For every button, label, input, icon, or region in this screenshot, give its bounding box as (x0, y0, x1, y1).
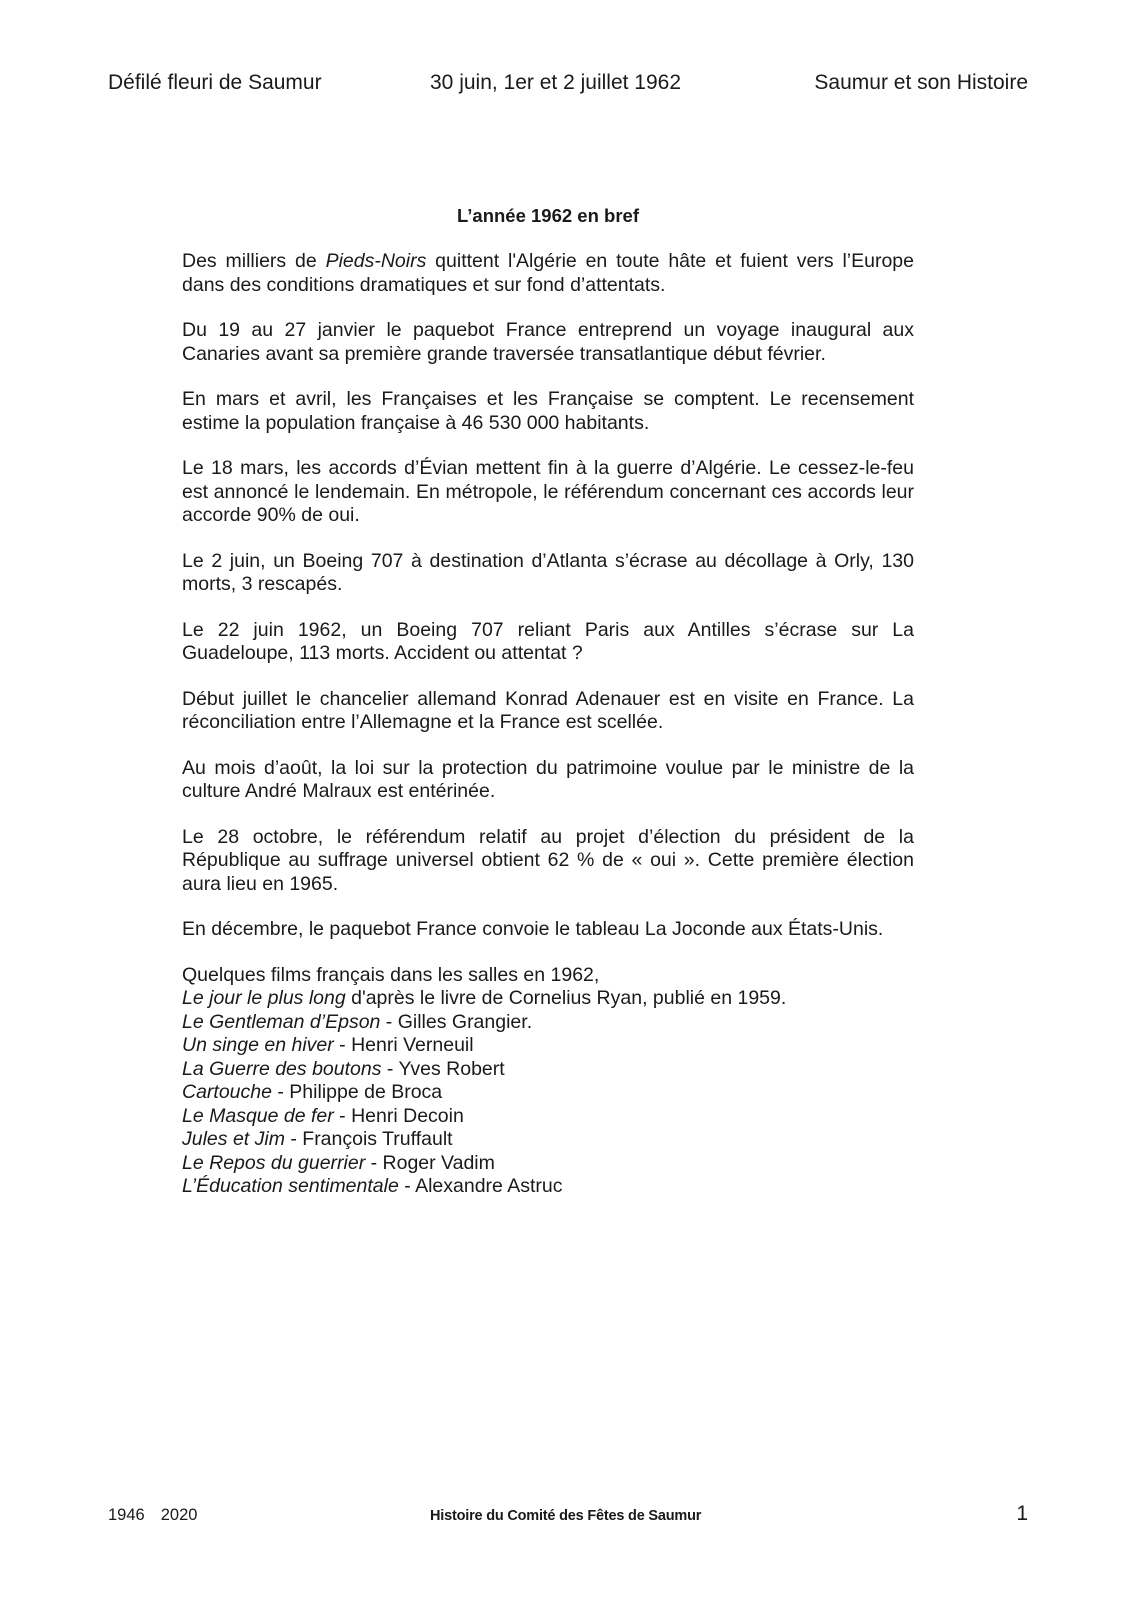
page-footer (108, 1502, 1028, 1532)
main-content (182, 204, 914, 1199)
paragraph: Début juillet le chancelier allemand Konrad Adenauer est en visite en France. La réconciliation entre l’Allemagne et la France est scellée. (182, 687, 914, 733)
film-title: Le jour le plus long (182, 987, 346, 1009)
header-publisher: Saumur et son Histoire (814, 71, 1028, 94)
paragraph: En décembre, le paquebot France convoie le tableau La Joconde aux États-Unis. (182, 918, 884, 940)
film-item (182, 1034, 914, 1058)
page-number: 1 (1016, 1502, 1028, 1525)
paragraph: Du 19 au 27 janvier le paquebot France entreprend un voyage inaugural aux Canaries avant sa première grande traversée transatlantique début février. (182, 319, 914, 365)
film-title: Le Repos du guerrier (182, 1151, 366, 1174)
film-item (182, 1058, 914, 1082)
paragraph: Le 28 octobre, le référendum relatif au projet d’élection du président de la République au suffrage universel obtient 62 % de « oui ». Cette première élection aura lieu en 1965. (182, 825, 914, 895)
film-details: - Roger Vadim (365, 1151, 495, 1174)
paragraph: Le 2 juin, un Boeing 707 à destination d’Atlanta s’écrase au décollage à Orly, 130 morts, 3 rescapés. (182, 549, 914, 595)
footer-year-start: 1946 (108, 1506, 145, 1524)
film-title: Le Gentleman d’Epson (182, 1010, 381, 1033)
header-event-title: Défilé fleuri de Saumur (108, 71, 322, 94)
film-details: - Henri Decoin (333, 1104, 464, 1127)
film-details: - Alexandre Astruc (398, 1175, 563, 1197)
footer-year-end: 2020 (160, 1506, 198, 1524)
film-title: Cartouche (182, 1081, 272, 1103)
film-title: Le Masque de fer (182, 1104, 334, 1127)
header-dates: 30 juin, 1er et 2 juillet 1962 (430, 71, 682, 94)
film-details: d'après le livre de Cornelius Ryan, publié en 1959. (345, 987, 787, 1009)
film-title: Un singe en hiver (182, 1034, 334, 1056)
film-item (182, 1128, 914, 1152)
film-title: La Guerre des boutons (182, 1057, 382, 1080)
paragraph: Le 22 juin 1962, un Boeing 707 reliant Paris aux Antilles s’écrase sur La Guadeloupe, 113 morts. Accident ou attentat ? (182, 618, 914, 664)
paragraph: En mars et avril, les Françaises et les Française se comptent. Le recensement estime la population française à 46 530 000 habitants. (182, 388, 914, 434)
film-details: - François Truffault (284, 1128, 453, 1150)
films-intro: Quelques films français dans les salles en 1962, (182, 963, 600, 986)
film-item (182, 1081, 914, 1105)
film-item (182, 1105, 914, 1129)
paragraph-text: Des milliers de (182, 250, 326, 272)
films-list (182, 964, 914, 1199)
film-details: - Philippe de Broca (271, 1081, 443, 1103)
paragraph-emphasis: Pieds-Noirs (325, 250, 427, 272)
paragraph-text: quittent l'Algérie en toute hâte et fuient vers l’Europe dans des conditions dramatiques et sur fond d’attentats. (182, 250, 914, 296)
paragraph: Au mois d’août, la loi sur la protection du patrimoine voulue par le ministre de la culture André Malraux est entérinée. (182, 756, 914, 802)
film-details: - Yves Robert (381, 1057, 505, 1080)
page-title: L’année 1962 en bref (456, 205, 639, 226)
film-title: L’Éducation sentimentale (182, 1175, 399, 1197)
film-details: - Gilles Grangier. (380, 1010, 533, 1033)
film-item (182, 1175, 914, 1199)
footer-years (108, 1506, 197, 1525)
film-item (182, 987, 914, 1011)
footer-book-title: Histoire du Comité des Fêtes de Saumur (430, 1508, 702, 1524)
film-item (182, 1011, 914, 1035)
film-title: Jules et Jim (182, 1128, 285, 1150)
film-details: - Henri Verneuil (333, 1034, 474, 1056)
page-header (108, 66, 1028, 100)
film-item (182, 1152, 914, 1176)
paragraph (182, 250, 914, 297)
paragraph: Le 18 mars, les accords d’Évian mettent fin à la guerre d’Algérie. Le cessez-le-feu est annoncé le lendemain. En métropole, le référendum concernant ces accords leur accorde 90% de oui. (182, 457, 914, 526)
